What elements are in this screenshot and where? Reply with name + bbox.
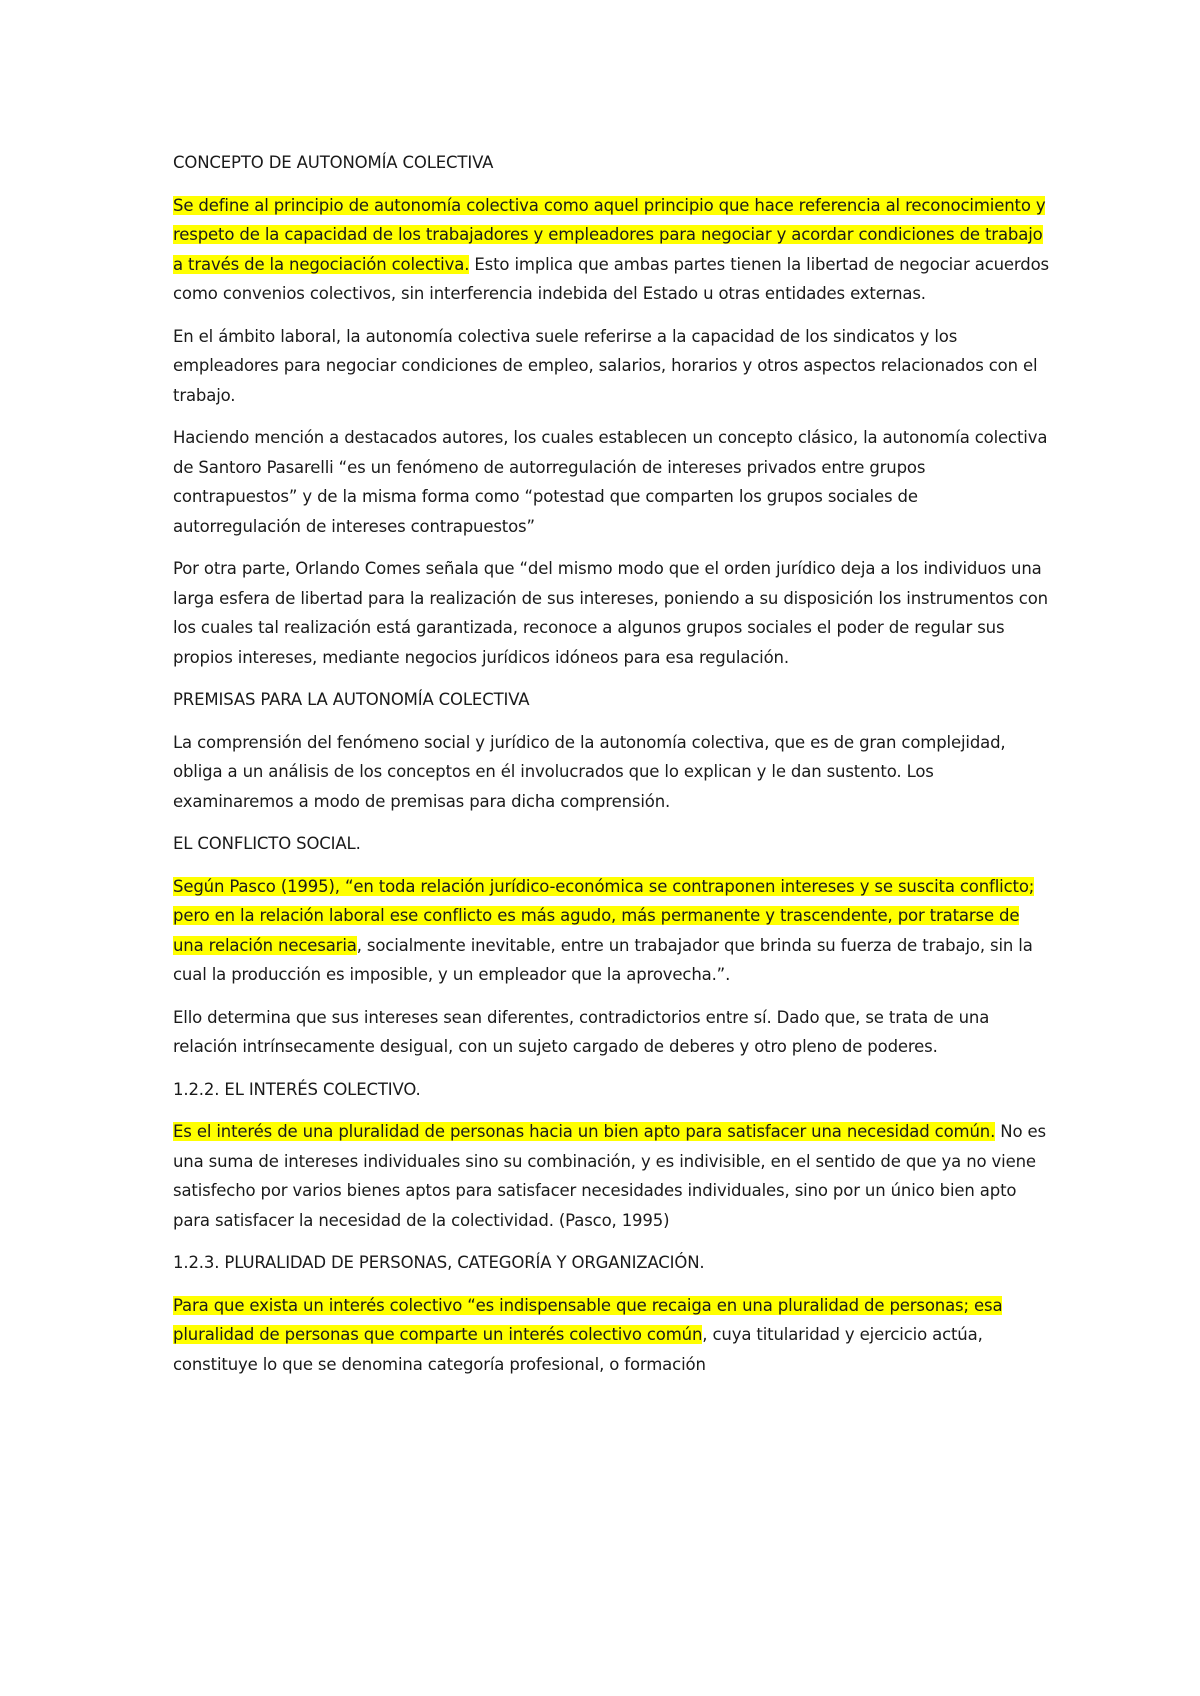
paragraph-comprension: La comprensión del fenómeno social y jurídico de la autonomía colectiva, que es de gran complejidad, obliga a un análisis de los conceptos en él involucrados que lo explican y le dan sustento. Los examinaremos a modo de premisas para dicha comprensión.: [173, 732, 1006, 811]
paragraph-interes-colectivo: [173, 1117, 1050, 1235]
paragraph-text: , socialmente inevitable, entre un trabajador que brinda su fuerza de trabajo, sin la cual la producción es imposible, y un empleador que la aprovecha.”.: [173, 935, 1033, 984]
section-heading-interes-colectivo: 1.2.2. EL INTERÉS COLECTIVO.: [173, 1079, 421, 1099]
paragraph-text: No es una suma de intereses individuales sino su combinación, y es indivisible, en el sentido de que ya no viene satisfecho por varios bienes aptos para satisfacer necesidades individuales, sino por un único bien apto para satisfacer la necesidad de la colectividad. (Pasco, 1995): [173, 1122, 1046, 1230]
highlighted-text: Para que exista un interés colectivo “es indispensable que recaiga en una pluralidad de personas; esa pluralidad de personas que comparte un interés colectivo común: [173, 1295, 1003, 1344]
section-heading-premisas: PREMISAS PARA LA AUTONOMÍA COLECTIVA: [173, 690, 530, 709]
paragraph-pasco-conflicto: [173, 872, 1050, 990]
paragraph-ambito-laboral: En el ámbito laboral, la autonomía colectiva suele referirse a la capacidad de los sindicatos y los empleadores para negociar condiciones de empleo, salarios, horarios y otros aspectos relacionados con el trabajo.: [173, 326, 1038, 405]
highlighted-text: Se define al principio de autonomía colectiva como aquel principio que hace referencia al reconocimiento y respeto de la capacidad de los trabajadores y empleadores para negociar y acordar condiciones de trabajo a través de la negociación colectiva.: [173, 195, 1046, 274]
section-heading-concepto: CONCEPTO DE AUTONOMÍA COLECTIVA: [173, 153, 494, 172]
paragraph-orlando-comes: Por otra parte, Orlando Comes señala que “del mismo modo que el orden jurídico deja a los individuos una larga esfera de libertad para la realización de sus intereses, poniendo a su disposición los instrumentos con los cuales tal realización está garantizada, reconoce a algunos grupos sociales el poder de regular sus propios intereses, mediante negocios jurídicos idóneos para esa regulación.: [173, 559, 1048, 667]
section-heading-conflicto-social: EL CONFLICTO SOCIAL.: [173, 834, 361, 853]
paragraph-autores: Haciendo mención a destacados autores, los cuales establecen un concepto clásico, la autonomía colectiva de Santoro Pasarelli “es un fenómeno de autorregulación de intereses privados entre grupos contrapuestos” y de la misma forma como “potestad que comparten los grupos sociales de autorregulación de intereses contrapuestos”: [173, 428, 1048, 536]
paragraph-text: Esto implica que ambas partes tienen la libertad de negociar acuerdos como convenios colectivos, sin interferencia indebida del Estado u otras entidades externas.: [173, 254, 1049, 303]
highlighted-text: Según Pasco (1995), “en toda relación jurídico-económica se contraponen intereses y se suscita conflicto; pero en la relación laboral ese conflicto es más agudo, más permanente y trascendente, por tratarse de una relación necesaria: [173, 876, 1035, 955]
highlighted-text: Es el interés de una pluralidad de personas hacia un bien apto para satisfacer una necesidad común.: [173, 1122, 996, 1141]
paragraph-definicion: [173, 191, 1050, 309]
paragraph-text: , cuya titularidad y ejercicio actúa, constituye lo que se denomina categoría profesional, o formación: [173, 1325, 983, 1374]
document-body: [173, 148, 1050, 1379]
paragraph-intereses-diferentes: Ello determina que sus intereses sean diferentes, contradictorios entre sí. Dado que, se trata de una relación intrínsecamente desigual, con un sujeto cargado de deberes y otro pleno de poderes.: [173, 1007, 990, 1056]
section-heading-pluralidad: 1.2.3. PLURALIDAD DE PERSONAS, CATEGORÍA Y ORGANIZACIÓN.: [173, 1253, 705, 1272]
paragraph-pluralidad: [173, 1291, 1050, 1380]
